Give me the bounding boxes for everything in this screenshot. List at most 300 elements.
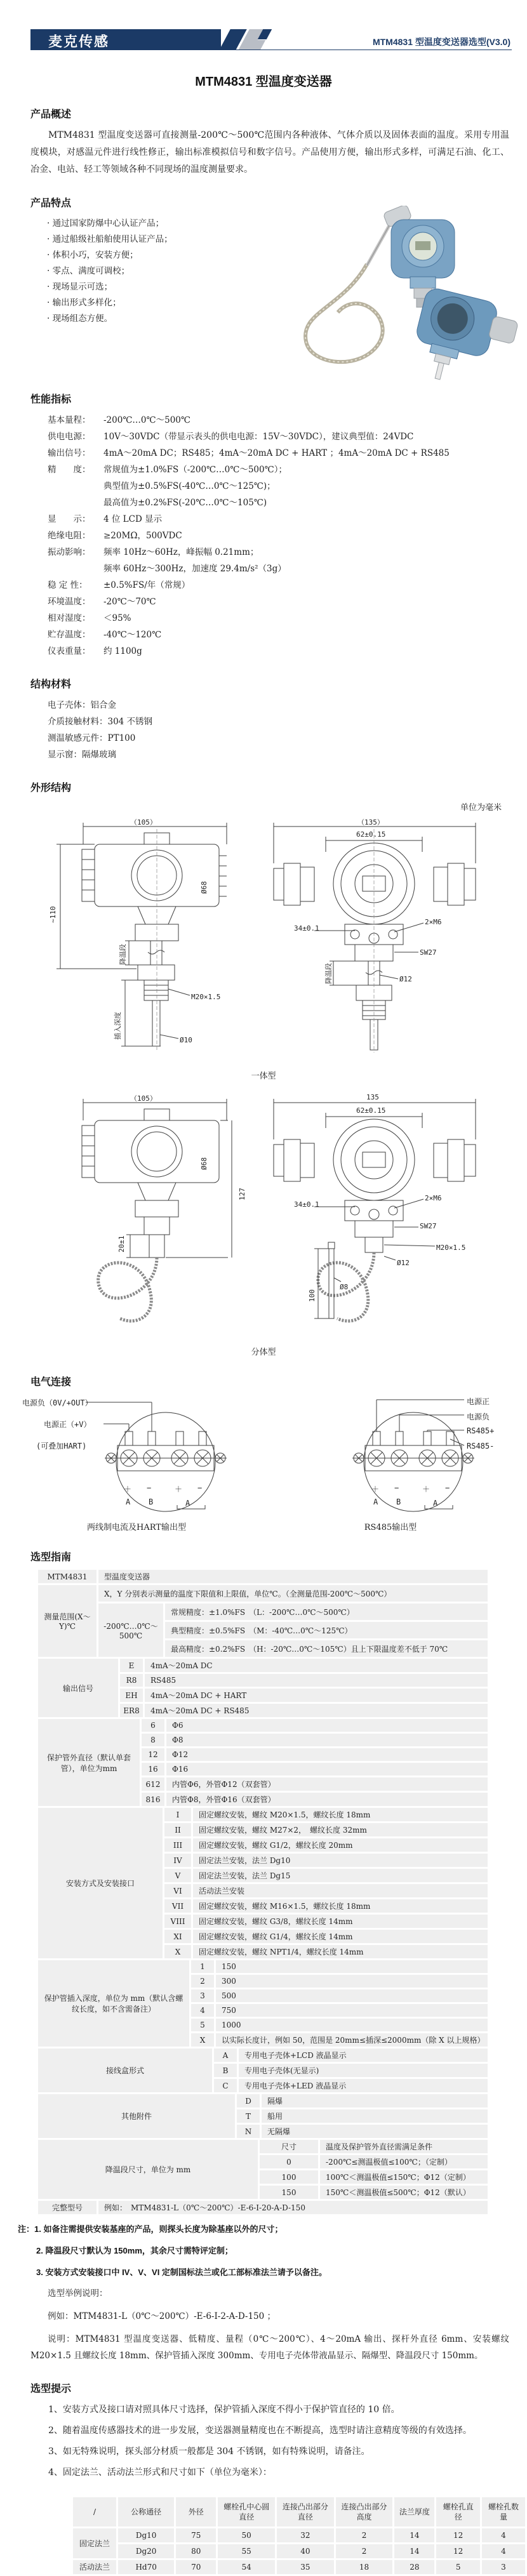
spec-label: 环境温度： [48, 597, 91, 607]
example-title: 选型举例说明： [48, 2288, 108, 2299]
flange-cell: 14 [394, 2544, 434, 2558]
flange-group-cell: 固定法兰 [73, 2528, 116, 2558]
dimension-label: SW27 [420, 1222, 437, 1230]
selection-code: B [214, 2064, 237, 2077]
selection-band [38, 2201, 488, 2214]
band-rows [237, 2094, 488, 2138]
spec-value: 频率 60Hz～300Hz，加速度 29.4m/s²（3g） [103, 564, 286, 574]
flange-cell: 5 [436, 2560, 479, 2574]
spec-line [48, 428, 527, 445]
spec-line [48, 478, 527, 495]
section-selection-heading: 选型指南 [30, 1552, 72, 1563]
selection-row [214, 2064, 488, 2077]
flange-cell: 12 [436, 2544, 479, 2558]
dimension-label: SW27 [420, 948, 437, 957]
cooling-condition-header: 温度及保护管外直径需满足条件 [320, 2140, 488, 2153]
performance-specs [0, 412, 527, 660]
flange-cell: 80 [176, 2544, 216, 2558]
materials-list [0, 697, 527, 763]
material-item: 电子壳体：铝合金 [48, 700, 116, 710]
flange-cell: 35 [277, 2560, 334, 2574]
band-rows [191, 1960, 488, 2047]
selection-row [191, 1975, 488, 1988]
selection-code: V [164, 1869, 191, 1882]
dimension-label: 2×M6 [425, 1194, 442, 1202]
selection-code: C [214, 2079, 237, 2092]
band-label: 接线盒形式 [38, 2048, 212, 2092]
flange-cell: 50 [218, 2528, 275, 2542]
wiring-diagram-current-hart [22, 1395, 251, 1532]
dimension-label: − [197, 1484, 203, 1492]
spec-value: 最高值为±0.2%FS(-20℃…0℃～105℃) [103, 498, 267, 508]
dimension-label: ＋ [124, 1485, 132, 1494]
section-outline-heading: 外形结构 [30, 783, 72, 793]
selection-row [164, 1823, 488, 1836]
selection-code: A [214, 2048, 237, 2062]
flange-header-cell: 公称通径 [118, 2497, 174, 2526]
spec-value: -200℃…0℃～500℃ [103, 415, 190, 425]
flange-cell: Dg10 [118, 2528, 174, 2542]
dimension-label: A [185, 1499, 190, 1508]
figure1-caption: 一体型 [251, 1072, 276, 1081]
selection-row [191, 2019, 488, 2031]
band-rows [142, 1719, 488, 1806]
material-item: 介质接触材料：304 不锈钢 [48, 717, 153, 727]
flange-cell: 40 [277, 2544, 334, 2558]
selection-code: II [164, 1823, 191, 1836]
selection-band [38, 2140, 488, 2199]
spec-label: 稳 定 性： [48, 580, 88, 590]
selection-row [142, 1793, 488, 1806]
dimension-label: B [396, 1497, 401, 1506]
wiring-caption: 两线制电流及HART输出型 [87, 1523, 186, 1532]
selection-row [164, 1854, 488, 1867]
selection-row [164, 1869, 488, 1882]
selection-description: RS485 [145, 1674, 488, 1687]
selection-code: III [164, 1838, 191, 1852]
flange-header-cell: 螺栓孔中心圆直径 [218, 2497, 275, 2526]
cooling-condition: 100℃＜测温极值≤150℃；Φ12（定制） [320, 2170, 488, 2184]
flange-data-row [73, 2560, 525, 2574]
selection-description: 750 [216, 2004, 488, 2017]
selection-description: 活动法兰安装 [193, 1884, 488, 1897]
selection-row [164, 1884, 488, 1897]
selection-row [164, 1808, 488, 1821]
flange-cell: 4 [482, 2528, 525, 2542]
selection-code: R8 [120, 1674, 143, 1687]
dimension-label: Ø68 [200, 881, 208, 894]
selection-row [164, 1945, 488, 1958]
note-item: 3. 安装方式安装接口中 IV、V、VI 定制国标法兰或化工部标准法兰请予以备注。 [36, 2267, 327, 2277]
dimension-label: 电源正（+V） [44, 1420, 91, 1429]
wiring-caption: RS485输出型 [364, 1523, 417, 1532]
dimension-label: Ø10 [180, 1036, 192, 1044]
selection-description: 固定螺纹安装，螺纹 M16×1.5，螺纹长度 18mm [193, 1899, 488, 1913]
band-rows [214, 2048, 488, 2092]
precision-row: 常规精度：±1.0%FS （L：-200℃…0℃～500℃） [165, 1603, 488, 1620]
spec-line [48, 544, 527, 561]
selection-description: Φ16 [166, 1763, 488, 1776]
selection-row [191, 1989, 488, 2002]
features-block [30, 216, 512, 375]
spec-label: 输出信号： [48, 448, 91, 458]
flange-header-cell: 连接凸出部分直径 [277, 2497, 334, 2526]
cooling-size-header: 尺寸 [260, 2140, 318, 2153]
selection-code: T [237, 2109, 260, 2123]
selection-row [120, 1704, 488, 1717]
spec-label: 精 度： [48, 465, 91, 475]
dimension-label: Ø68 [200, 1157, 208, 1170]
outline-drawing-split [41, 1092, 486, 1344]
selection-band [38, 1570, 488, 1583]
flange-data-row [73, 2544, 525, 2558]
selection-row [142, 1763, 488, 1776]
brand-logo: 麦克传感 [48, 34, 110, 50]
dimension-label: − [445, 1484, 450, 1492]
cooling-condition: 150℃＜测温极值≤500℃；Φ12（默认） [320, 2186, 488, 2199]
flange-cell: 18 [336, 2560, 393, 2574]
flange-cell: 3 [482, 2560, 525, 2574]
tip-item: 2、随着温度传感器技术的进一步发展，变送器测量精度也在不断提高，选型时请注意精度等级的有效选择。 [48, 2426, 472, 2436]
unit-note: 单位为毫米 [460, 803, 502, 813]
dimension-label: 34±0.1 [294, 924, 319, 933]
electrical-diagrams [0, 1395, 527, 1532]
selection-row [214, 2048, 488, 2062]
selection-description: 300 [216, 1975, 488, 1988]
band-rows [164, 1808, 488, 1958]
selection-description: 无隔爆 [262, 2125, 488, 2138]
band-rows [260, 2140, 488, 2199]
dimension-label: Ø12 [397, 1259, 410, 1267]
spec-line [48, 561, 527, 577]
notes-block [0, 2223, 527, 2279]
selection-row [164, 1899, 488, 1913]
selection-description: 隔爆 [262, 2094, 488, 2108]
dimension-label: RS485- [467, 1442, 495, 1451]
band-rows [98, 1585, 488, 1657]
selection-band [38, 1719, 488, 1806]
selection-code: IV [164, 1854, 191, 1867]
overview-paragraph: MTM4831 型温度变送器可直接测量-200℃～500℃范围内各种液体、气体介质以及固体表面的温度。采用专用温度模块，对感温元件进行线性修正，输出标准模拟信号和数字信号。产品使用方便，输出形式多样，可满足石油、化工、冶金、电站、轻工等领域各种不同现场的温度测量要求。 [30, 130, 509, 175]
dimension-label: Ø12 [399, 975, 412, 983]
selection-row [237, 2109, 488, 2123]
band-label: MTM4831 [38, 1570, 97, 1583]
flange-cell: 2 [336, 2544, 393, 2558]
selection-description: 150 [216, 1960, 488, 1973]
spec-label: 供电电源： [48, 432, 91, 442]
cooling-size: 0 [260, 2155, 318, 2168]
dimension-label: 插入深度 [114, 1012, 122, 1040]
spec-value: 4mA～20mA DC；RS485；4mA～20mA DC + HART ；4mA～20mA DC + RS485 [103, 448, 450, 458]
dimension-label: M20×1.5 [191, 993, 221, 1001]
flange-cell: 4 [482, 2544, 525, 2558]
dimension-label: 127 [238, 1188, 246, 1200]
feature-item: · 输出形式多样化； [47, 298, 121, 308]
selection-code: 16 [142, 1763, 164, 1776]
dimension-label: 62±0.15 [356, 1106, 386, 1115]
selection-description: Φ12 [166, 1748, 488, 1761]
selection-code: 12 [142, 1748, 164, 1761]
section-materials-heading: 结构材料 [30, 679, 72, 690]
spec-value: 常规值为±1.0%FS（-200℃…0℃～500℃）； [103, 465, 287, 475]
spec-line [48, 610, 527, 627]
selection-description: 4mA～20mA DC [145, 1659, 488, 1672]
selection-band [38, 2094, 488, 2138]
spec-label: 仪表重量： [48, 646, 91, 656]
feature-item: · 体积小巧，安装方便； [47, 250, 138, 260]
selection-description: 固定螺纹安装，螺纹 NPT1/4，螺纹长度 14mm [193, 1945, 488, 1958]
dimension-label: Ø8 [340, 1283, 349, 1291]
band-label: 完整型号 [38, 2201, 97, 2214]
selection-code: 1 [191, 1960, 214, 1973]
flange-cell: 54 [218, 2560, 275, 2574]
dimension-label: B [149, 1497, 154, 1506]
spec-label: 振动影响： [48, 547, 91, 557]
dimension-label: 100 [308, 1289, 316, 1302]
selection-row [164, 1838, 488, 1852]
spec-label: 显 示： [48, 514, 91, 524]
feature-item: · 通过国家防爆中心认证产品； [47, 218, 164, 229]
flange-cell: 28 [394, 2560, 434, 2574]
wiring-diagram-rs485 [276, 1395, 505, 1532]
cooling-row [260, 2155, 488, 2168]
dimension-label: − [147, 1484, 152, 1492]
flange-header-cell: 外径 [176, 2497, 216, 2526]
section-features-heading: 产品特点 [30, 198, 72, 209]
spec-value: ±0.5%FS/年（常规） [103, 580, 190, 590]
band-label: 保护管外直径（默认单套管），单位为mm [38, 1719, 140, 1806]
selection-description: 以实际长度计，例如 50，范围是 20mm≤插深≤2000mm（除 X 以上规格） [216, 2033, 488, 2047]
tip-item: 4、固定法兰、活动法兰形式和尺寸如下（单位为毫米）： [48, 2467, 272, 2478]
band-label: 安装方式及安装接口 [38, 1808, 163, 1958]
selection-code: 816 [142, 1793, 164, 1806]
spec-line [48, 511, 527, 528]
material-item: 测温敏感元件：PT100 [48, 733, 136, 743]
selection-description: 固定螺纹安装，螺纹 G1/4，螺纹长度 14mm [193, 1930, 488, 1943]
selection-band [38, 1659, 488, 1717]
spec-line [48, 495, 527, 511]
selection-row [191, 2033, 488, 2047]
selection-description: 专用电子壳体(无显示) [239, 2064, 488, 2077]
selection-code: VII [164, 1899, 191, 1913]
selection-code: 612 [142, 1777, 164, 1791]
section-overview-heading: 产品概述 [30, 109, 72, 120]
spec-line [48, 528, 527, 544]
flange-header-cell: / [73, 2497, 116, 2526]
selection-band [38, 1585, 488, 1657]
band-value: 例如： MTM4831-L（0℃～200℃）-E-6-I-20-A-D-150 [98, 2201, 488, 2214]
selection-row [142, 1748, 488, 1761]
selection-row [142, 1777, 488, 1791]
spec-line [48, 627, 527, 643]
selection-description: 4mA～20mA DC + RS485 [145, 1704, 488, 1717]
precision-row: 典型精度：±0.5%FS （M：-40℃…0℃～125℃） [165, 1622, 488, 1638]
range-value: -200℃…0℃～500℃ [98, 1603, 163, 1657]
note-item: 2. 降温段尺寸默认为 150mm，其余尺寸需特评定制； [36, 2246, 233, 2255]
selection-row [237, 2125, 488, 2138]
spec-value: 4 位 LCD 显示 [103, 514, 163, 524]
selection-description: 固定法兰安装，法兰 Dg10 [193, 1854, 488, 1867]
dimension-label: M20×1.5 [436, 1244, 466, 1252]
spec-line [48, 577, 527, 594]
dimension-label: （105） [130, 1094, 157, 1103]
spec-value: 10V～30VDC（带显示表头的供电电源：15V～30VDC），建议典型值：24VDC [103, 432, 414, 442]
flange-cell: 2 [336, 2528, 393, 2542]
selection-row [142, 1734, 488, 1746]
selection-description: Φ8 [166, 1734, 488, 1746]
band-label: 输出信号 [38, 1659, 118, 1717]
flange-cell: 55 [218, 2544, 275, 2558]
spec-label: 绝缘电阻： [48, 531, 91, 541]
spec-label: 基本量程： [48, 415, 91, 425]
selection-code: 5 [191, 2019, 214, 2031]
selection-description: 内管Φ8，外管Φ16（双套管） [166, 1793, 488, 1806]
selection-band [38, 1808, 488, 1958]
note-item: 注：1. 如备注需提供安装基座的产品，则探头长度为除基座以外的尺寸； [18, 2224, 283, 2234]
dimension-label: 34±0.1 [294, 1200, 319, 1209]
cooling-row [260, 2170, 488, 2184]
dimension-label: 电源负（0V/+OUT） [22, 1398, 93, 1407]
selection-description: 专用电子壳体+LCD 液晶显示 [239, 2048, 488, 2062]
dimension-label: − [394, 1484, 399, 1492]
selection-row [164, 1930, 488, 1943]
tip-item: 3、如无特殊说明，探头部分材质一般都是 304 不锈钢，如有特殊说明，请备注。 [48, 2447, 370, 2457]
selection-description: 固定法兰安装，法兰 Dg15 [193, 1869, 488, 1882]
flange-cell: 70 [176, 2560, 216, 2574]
selection-code: ER8 [120, 1704, 143, 1717]
selection-guide-table [38, 1570, 488, 2214]
dimension-label: 电源负 [467, 1412, 490, 1421]
band-label: 测量范围(X～Y)℃ [38, 1585, 97, 1657]
flange-dimensions-table [71, 2495, 527, 2576]
selection-code: VI [164, 1884, 191, 1897]
spec-line [48, 594, 527, 610]
product-photo [267, 206, 521, 386]
selection-description: 专用电子壳体+LED 液晶显示 [239, 2079, 488, 2092]
flange-header-cell: 螺栓孔数量 [482, 2497, 525, 2526]
spec-line [48, 445, 527, 461]
selection-code: 4 [191, 2004, 214, 2017]
selection-code: 2 [191, 1975, 214, 1988]
spec-label: 贮存温度： [48, 630, 91, 640]
precision-rows [165, 1603, 488, 1657]
selection-row [164, 1915, 488, 1928]
dimension-label: 62±0.15 [356, 830, 386, 839]
cooling-size: 150 [260, 2186, 318, 2199]
dimension-label: 降温段 [119, 944, 127, 965]
cooling-size: 100 [260, 2170, 318, 2184]
selection-row [191, 1960, 488, 1973]
selection-description: 500 [216, 1989, 488, 2002]
dimension-label: ＋ [422, 1485, 430, 1494]
feature-item: · 现场显示可选； [47, 282, 113, 292]
dimension-label: A [126, 1497, 131, 1506]
selection-code: 3 [191, 1989, 214, 2002]
spec-label: 相对湿度： [48, 613, 91, 623]
selection-code: X [164, 1945, 191, 1958]
flange-group-cell: 活动法兰 [73, 2560, 116, 2574]
selection-description: 固定螺纹安装，螺纹 M27×2， 螺纹长度 32mm [193, 1823, 488, 1836]
selection-row [120, 1674, 488, 1687]
flange-header-cell: 连接凸出部分高度 [336, 2497, 393, 2526]
spec-value: 约 1100g [103, 646, 142, 656]
selection-description: 固定螺纹安装，螺纹 G3/8，螺纹长度 14mm [193, 1915, 488, 1928]
dimension-label: （135） [357, 818, 384, 827]
example-model: 例如：MTM4831-L（0℃～200℃）-E-6-I-2-A-D-150 ； [48, 2311, 276, 2321]
spec-value: ＜95% [103, 613, 131, 623]
selection-description: 内管Φ6，外管Φ12（双套管） [166, 1777, 488, 1791]
section-tips-heading: 选型提示 [30, 2384, 72, 2394]
dimension-label: A [373, 1497, 378, 1506]
spec-value: -20℃～70℃ [103, 597, 156, 607]
feature-item: · 现场组态方便。 [47, 314, 113, 324]
band-rows [120, 1659, 488, 1717]
selection-code: XI [164, 1930, 191, 1943]
selection-description: 4mA～20mA DC + HART [145, 1689, 488, 1702]
cooling-condition: -200℃≤测温极值≤100℃；（定制） [320, 2155, 488, 2168]
flange-cell: Dg20 [118, 2544, 174, 2558]
spec-line [48, 412, 527, 428]
flange-header-cell: 法兰厚度 [394, 2497, 434, 2526]
selection-band [38, 1960, 488, 2047]
dimension-label: RS485+ [467, 1426, 495, 1435]
tip-item: 1、安装方式及接口请对照具体尺寸选择，保护管插入深度不得小于保护管直径的 10 倍。 [48, 2405, 400, 2415]
selection-row [214, 2079, 488, 2092]
selection-row [191, 2004, 488, 2017]
selection-code: X [191, 2033, 214, 2047]
dimension-label: 2×M6 [425, 918, 442, 926]
dimension-label: 20±1 [117, 1235, 126, 1252]
band-value: 型温度变送器 [98, 1570, 488, 1583]
selection-code: N [237, 2125, 260, 2138]
precision-row: 最高精度：±0.2%FS （H：-20℃…0℃～105℃）且上下限温度差不低于 70℃ [165, 1640, 488, 1657]
dimension-label: A [433, 1499, 438, 1508]
selection-row [142, 1719, 488, 1732]
section-performance-heading: 性能指标 [30, 394, 72, 405]
flange-data-row [73, 2528, 525, 2542]
range-note: X，Y 分别表示测量的温度下限值和上限值，单位℃。（全测量范围-200℃～500℃） [98, 1585, 488, 1602]
selection-code: VIII [164, 1915, 191, 1928]
spec-value: -40℃～120℃ [103, 630, 162, 640]
selection-row [120, 1689, 488, 1702]
selection-description: 固定螺纹安装，螺纹 G1/2，螺纹长度 20mm [193, 1838, 488, 1852]
dimension-label: （105） [130, 818, 157, 827]
selection-row [237, 2094, 488, 2108]
selection-code: D [237, 2094, 260, 2108]
page-title: MTM4831 型温度变送器 [195, 75, 332, 89]
feature-item: · 零点、满度可调校； [47, 266, 130, 276]
dimension-label: 电源正 [467, 1397, 490, 1406]
dimension-label: ~110 [49, 906, 57, 923]
material-item: 显示窗：隔爆玻璃 [48, 750, 116, 760]
spec-line [48, 461, 527, 478]
feature-item: · 通过船级社船舶使用认证产品； [47, 234, 173, 244]
selection-description: 1000 [216, 2019, 488, 2031]
selection-code: EH [120, 1689, 143, 1702]
band-label: 降温段尺寸，单位为 mm [38, 2140, 258, 2199]
spec-value: 典型值为±0.5%FS(-40℃…0℃～125℃)； [103, 481, 276, 491]
selection-row [120, 1659, 488, 1672]
selection-code: I [164, 1808, 191, 1821]
dimension-label: (可叠加HART) [36, 1442, 87, 1451]
dimension-label: ＋ [371, 1485, 380, 1494]
selection-code: 6 [142, 1719, 164, 1732]
spec-value: 频率 10Hz～60Hz，峰振幅 0.21mm； [103, 547, 259, 557]
flange-cell: Hd70 [118, 2560, 174, 2574]
section-electrical-heading: 电气连接 [30, 1377, 72, 1388]
dimension-label: ＋ [175, 1485, 183, 1494]
cooling-row [260, 2140, 488, 2153]
